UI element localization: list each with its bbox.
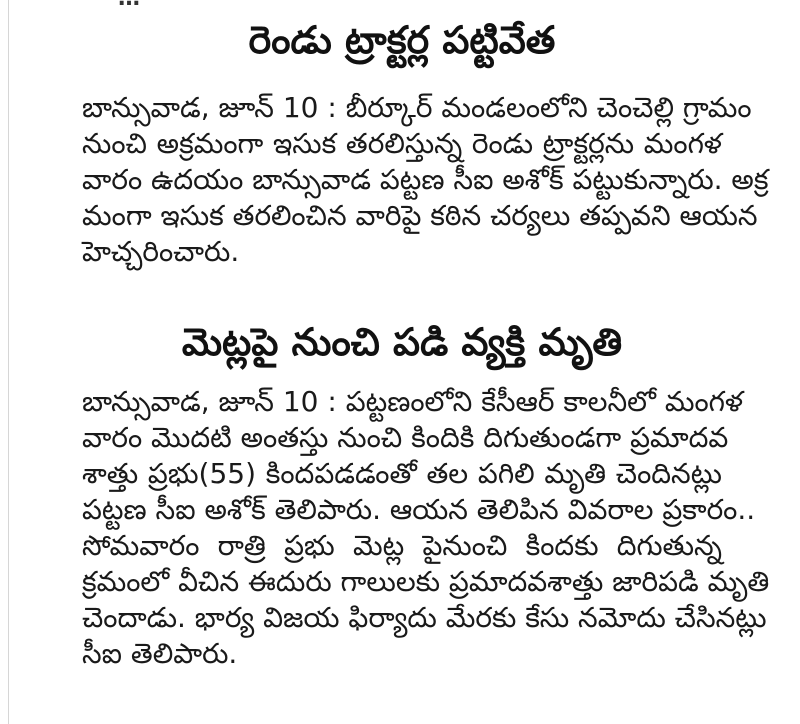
cropped-text-fragment <box>118 0 140 11</box>
body-line: బాన్సువాడ, జూన్ 10 : పట్టణంలోని కేసీఆర్ కాలనీలో మంగళ <box>82 385 744 418</box>
article-body <box>82 90 769 270</box>
body-line: వారం మొదటి అంతస్తు నుంచి కిందికి దిగుతుండగా ప్రమాదవ <box>82 421 729 454</box>
article-body <box>82 384 770 672</box>
article-tractors-seized <box>82 16 769 270</box>
headline: మెట్లపై నుంచి పడి వ్యక్తి మృతి <box>181 320 623 364</box>
body-line: వారం ఉదయం బాన్సువాడ పట్టణ సీఐ అశోక్ పట్టుకున్నారు. అక్ర <box>82 163 769 196</box>
body-line: పట్టణ సీఐ అశోక్ తెలిపారు. ఆయన తెలిపిన వివరాల ప్రకారం.. <box>82 493 756 526</box>
body-line: సోమవారం రాత్రి ప్రభు మెట్ల పైనుంచి కిందకు దిగుతున్న <box>82 529 722 562</box>
body-line: చెందాడు. భార్య విజయ ఫిర్యాదు మేరకు కేసు నమోదు చేసినట్లు <box>82 601 767 634</box>
headline: రెండు ట్రాక్టర్ల పట్టివేత <box>248 18 556 62</box>
body-line: బాన్సువాడ, జూన్ 10 : బీర్కూర్ మండలంలోని చెంచెల్లి గ్రామం <box>82 91 752 124</box>
body-line: సీఐ తెలిపారు. <box>82 637 238 670</box>
body-line: నుంచి అక్రమంగా ఇసుక తరలిస్తున్న రెండు ట్రాక్టర్లను మంగళ <box>82 127 722 160</box>
column-divider <box>8 0 9 724</box>
body-line: క్రమంలో వీచిన ఈదురు గాలులకు ప్రమాదవశాత్తు జారిపడి మృతి <box>82 565 770 598</box>
body-line: హెచ్చరించారు. <box>82 235 240 268</box>
article-fall-death <box>82 318 770 672</box>
body-line: శాత్తు ప్రభు(55) కిందపడడంతో తల పగిలి మృతి చెందినట్లు <box>82 457 722 490</box>
body-line: మంగా ఇసుక తరలించిన వారిపై కఠిన చర్యలు తప్పవని ఆయన <box>82 199 758 232</box>
